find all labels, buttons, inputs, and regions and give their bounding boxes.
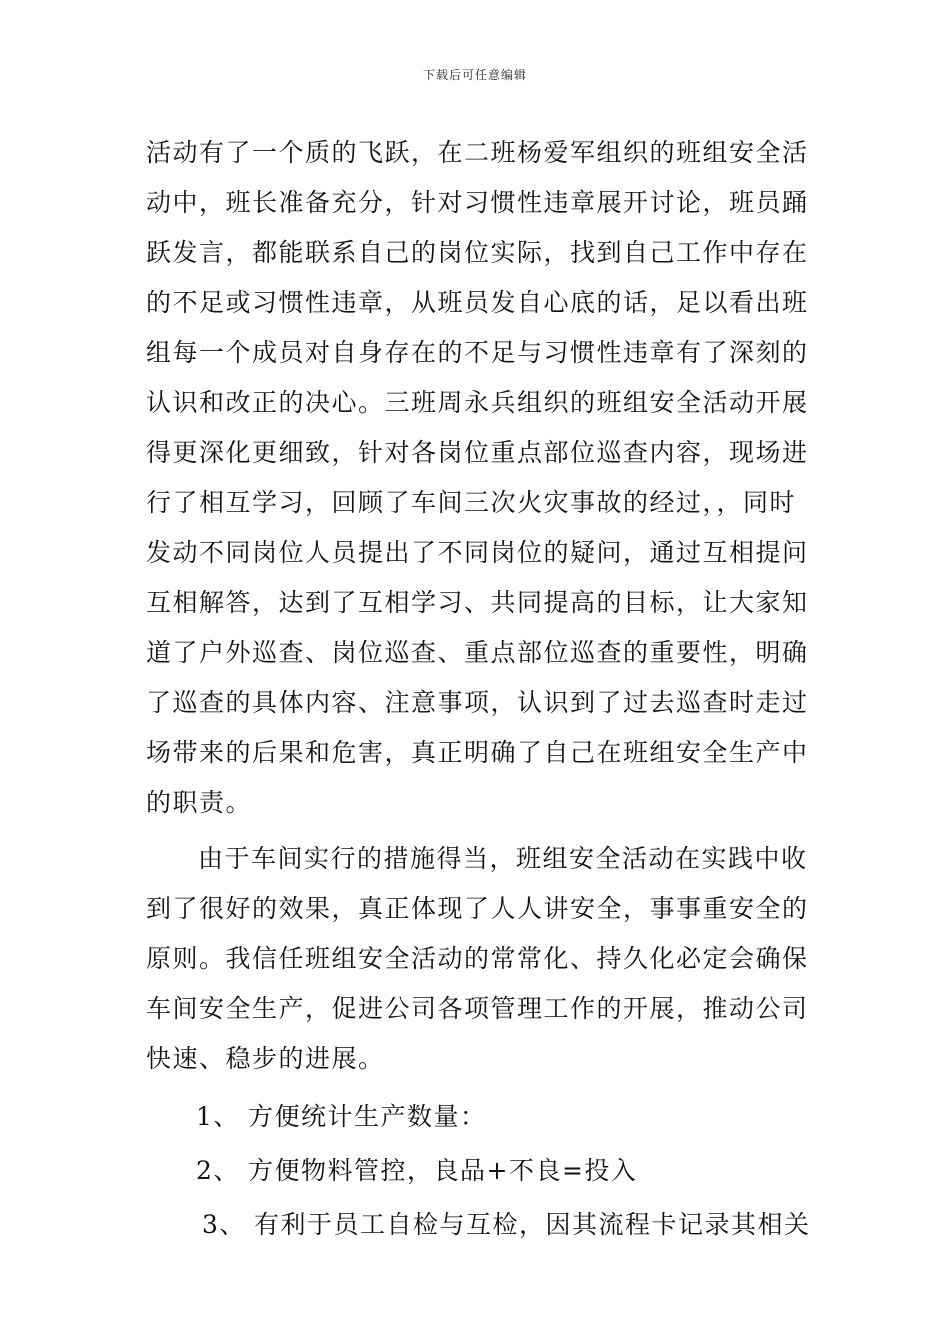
list-item-text: 方便物料管控，良品+不良=投入 [248, 1156, 638, 1185]
paragraph-line: 跃发言，都能联系自己的岗位实际，找到自己工作中存在 [146, 238, 809, 267]
list-item-number: 3、 [202, 1210, 246, 1239]
paragraph-line: 得更深化更细致，针对各岗位重点部位巡查内容，现场进 [146, 438, 809, 467]
list-item [146, 1198, 811, 1252]
paragraph-line: 的职责。 [146, 788, 253, 817]
paragraph-line: 车间安全生产，促进公司各项管理工作的开展，推动公司 [146, 994, 809, 1023]
paragraph-line: 活动有了一个质的飞跃，在二班杨爱军组织的班组安全活 [146, 138, 809, 167]
paragraph-line: 的不足或习惯性违章，从班员发自心底的话，足以看出班 [146, 288, 809, 317]
paragraph-line: 行了相互学习，回顾了车间三次火灾事故的经过，，同时 [146, 488, 797, 517]
list-item-text: 有利于员工自检与互检，因其流程卡记录其相关 [254, 1210, 811, 1239]
numbered-list [146, 1090, 811, 1252]
paragraph-line: 场带来的后果和危害，真正明确了自己在班组安全生产中 [146, 738, 809, 767]
list-item-number: 2、 [196, 1156, 240, 1185]
page-header: 下载后可任意编辑 [422, 68, 527, 82]
list-item [146, 1144, 808, 1198]
paragraph-line: 道了户外巡查、岗位巡查、重点部位巡查的重要性，明确 [146, 638, 809, 667]
paragraph-1 [146, 128, 808, 828]
paragraph-line: 原则。我信任班组安全活动的常常化、持久化必定会确保 [146, 944, 809, 973]
list-item-number: 1、 [196, 1102, 240, 1131]
document-body [146, 128, 811, 1252]
paragraph-2 [146, 834, 808, 1084]
paragraph-line: 快速、稳步的进展。 [146, 1044, 385, 1073]
paragraph-line: 组每一个成员对自身存在的不足与习惯性违章有了深刻的 [146, 338, 809, 367]
paragraph-line: 发动不同岗位人员提出了不同岗位的疑问，通过互相提问 [146, 538, 809, 567]
paragraph-line: 由于车间实行的措施得当，班组安全活动在实践中收 [198, 844, 808, 873]
paragraph-line: 了巡查的具体内容、注意事项，认识到了过去巡查时走过 [146, 688, 809, 717]
list-item-text: 方便统计生产数量： [248, 1102, 487, 1131]
paragraph-line: 认识和改正的决心。三班周永兵组织的班组安全活动开展 [146, 388, 809, 417]
paragraph-line: 到了很好的效果，真正体现了人人讲安全，事事重安全的 [146, 894, 809, 923]
paragraph-line: 动中，班长准备充分，针对习惯性违章展开讨论，班员踊 [146, 188, 809, 217]
paragraph-line: 互相解答，达到了互相学习、共同提高的目标，让大家知 [146, 588, 809, 617]
list-item [146, 1090, 808, 1144]
